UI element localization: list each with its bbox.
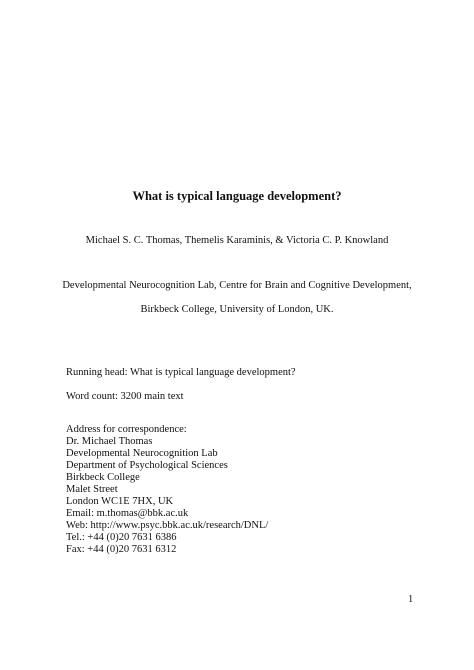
paper-title: What is typical language development? — [132, 189, 342, 203]
address-line: London WC1E 7HX, UK — [66, 496, 174, 507]
author-list: Michael S. C. Thomas, Themelis Karaminis, & Victoria C. P. Knowland — [85, 235, 389, 246]
word-count: Word count: 3200 main text — [66, 391, 184, 402]
address-line: Address for correspondence: — [66, 424, 187, 435]
address-tel: Tel.: +44 (0)20 7631 6386 — [66, 532, 177, 543]
affiliation-line-1: Developmental Neurocognition Lab, Centre for Brain and Cognitive Development, — [62, 280, 412, 291]
address-line: Developmental Neurocognition Lab — [66, 448, 218, 459]
running-head: Running head: What is typical language development? — [66, 367, 296, 378]
address-line: Birkbeck College — [66, 472, 140, 483]
address-line: Malet Street — [66, 484, 118, 495]
correspondence-address — [66, 424, 268, 556]
address-email: Email: m.thomas@bbk.ac.uk — [66, 508, 189, 519]
affiliation-line-2: Birkbeck College, University of London, UK. — [140, 304, 334, 315]
address-web: Web: http://www.psyc.bbk.ac.uk/research/DNL/ — [66, 520, 269, 531]
address-line: Dr. Michael Thomas — [66, 436, 153, 447]
address-line: Department of Psychological Sciences — [66, 460, 228, 471]
address-fax: Fax: +44 (0)20 7631 6312 — [66, 544, 177, 555]
page-number: 1 — [408, 594, 414, 605]
